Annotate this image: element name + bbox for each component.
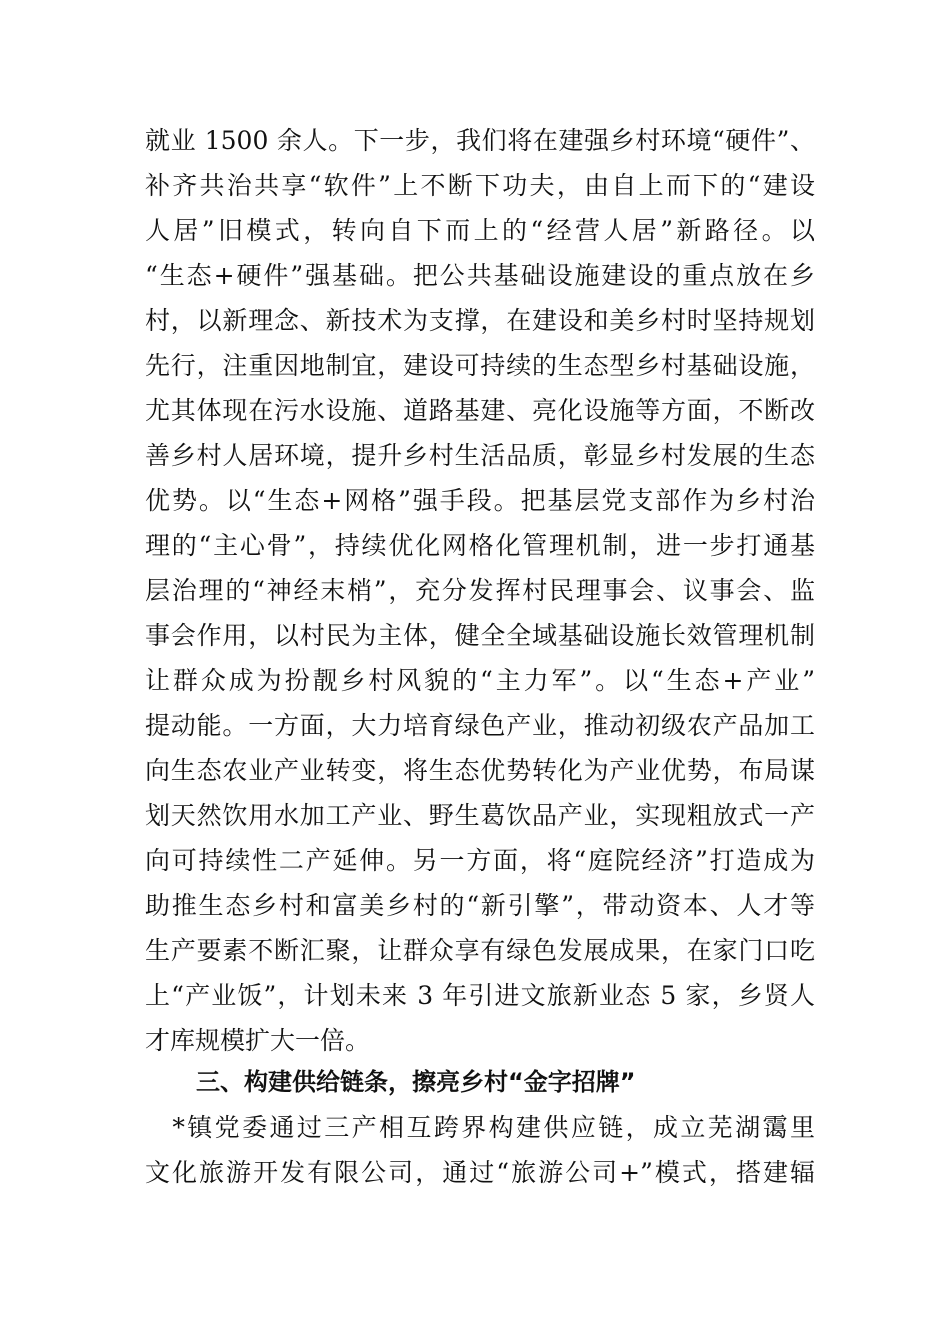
paragraph-line: 生产要素不断汇聚，让群众享有绿色发展成果，在家门口吃 <box>145 936 815 965</box>
paragraph-line: 提动能。一方面，大力培育绿色产业，推动初级农产品加工 <box>145 711 815 740</box>
paragraph-line: 事会作用，以村民为主体，健全全域基础设施长效管理机制 <box>145 621 815 650</box>
paragraph-line: 向可持续性二产延伸。另一方面，将“庭院经济”打造成为 <box>145 846 815 875</box>
paragraph-line: 人居”旧模式，转向自下而上的“经营人居”新路径。以 <box>145 216 815 245</box>
section-heading: 三、构建供给链条，擦亮乡村“金字招牌” <box>196 1068 636 1096</box>
paragraph-line: 补齐共治共享“软件”上不断下功夫，由自上而下的“建设 <box>145 171 815 200</box>
paragraph-line: 助推生态乡村和富美乡村的“新引擎”，带动资本、人才等 <box>145 891 815 920</box>
paragraph-line: “生态+硬件”强基础。把公共基础设施建设的重点放在乡 <box>145 261 815 290</box>
paragraph-line: 尤其体现在污水设施、道路基建、亮化设施等方面，不断改 <box>145 396 815 425</box>
paragraph-line: 优势。以“生态+网格”强手段。把基层党支部作为乡村治 <box>145 486 815 515</box>
paragraph-line: 层治理的“神经末梢”，充分发挥村民理事会、议事会、监 <box>145 576 815 605</box>
paragraph-line: 先行，注重因地制宜，建设可持续的生态型乡村基础设施， <box>145 351 815 380</box>
paragraph-line: 理的“主心骨”，持续优化网格化管理机制，进一步打通基 <box>145 531 815 560</box>
paragraph-line: 让群众成为扮靓乡村风貌的“主力军”。以“生态+产业” <box>145 666 815 695</box>
paragraph-line: 向生态农业产业转变，将生态优势转化为产业优势，布局谋 <box>145 756 815 785</box>
paragraph-line: 善乡村人居环境，提升乡村生活品质，彰显乡村发展的生态 <box>145 441 815 470</box>
paragraph-line: 村，以新理念、新技术为支撑，在建设和美乡村时坚持规划 <box>145 306 815 335</box>
paragraph-section-three <box>145 1105 815 1195</box>
paragraph-line: 文化旅游开发有限公司，通过“旅游公司+”模式，搭建辐 <box>145 1158 815 1187</box>
paragraph-line: 划天然饮用水加工产业、野生葛饮品产业，实现粗放式一产 <box>145 801 815 830</box>
paragraph-line: *镇党委通过三产相互跨界构建供应链，成立芜湖霭里 <box>145 1113 815 1142</box>
paragraph-line: 就业 1500 余人。下一步，我们将在建强乡村环境“硬件”、 <box>145 126 815 155</box>
paragraph-line: 才库规模扩大一倍。 <box>145 1026 371 1055</box>
paragraph-continued <box>145 118 815 1063</box>
paragraph-line: 上“产业饭”，计划未来 3 年引进文旅新业态 5 家，乡贤人 <box>145 981 815 1010</box>
